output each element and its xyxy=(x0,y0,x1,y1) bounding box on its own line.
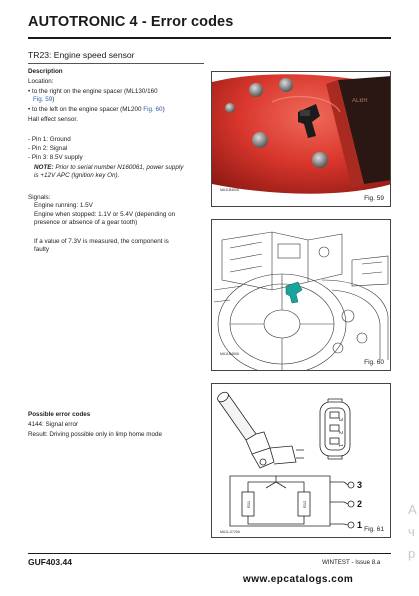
faulty-note: If a value of 7.3V is measured, the component is faulty xyxy=(34,238,169,254)
terminal-2-label: 2 xyxy=(357,499,363,509)
signal-stopped: Engine when stopped: 1.1V or 5.4V (depending on presence or absence of a gear tooth) xyxy=(34,211,176,227)
error-result: Result: Driving possible only in limp home mode xyxy=(28,431,163,438)
location-bullet-1: • to the right on the engine spacer (ML130/160 Fig. 59) xyxy=(28,88,158,104)
pin-2: - Pin 2: Signal xyxy=(28,145,68,152)
figure-59 xyxy=(211,71,391,207)
document-code: GUF403.44 xyxy=(28,557,72,567)
serial-note: NOTE: Prior to serial number N160061, power supply is +12V APC (Ignition key On). xyxy=(34,164,184,180)
pin-1: - Pin 1: Ground xyxy=(28,136,71,143)
terminal-1-label: 1 xyxy=(357,520,363,530)
fig-61-label: Fig. 61 xyxy=(364,526,384,533)
connector-pin-2: 2 xyxy=(337,431,343,435)
signals-heading: Signals: xyxy=(28,194,51,201)
sensor-type: Hall effect sensor. xyxy=(28,116,78,123)
bullet-icon: • xyxy=(28,106,31,113)
svg-text:ALBR: ALBR xyxy=(352,98,368,104)
issue-label: WINTEST - Issue 8.a xyxy=(322,559,381,566)
fig-59-link[interactable]: Fig. 59 xyxy=(33,96,53,104)
fig-60-code: MA11B4506 xyxy=(220,352,240,356)
error-codes-heading: Possible error codes xyxy=(28,411,91,418)
bullet-1-text: to the right on the engine spacer (ML130/160 xyxy=(31,88,158,95)
terminal-3-label: 3 xyxy=(357,480,363,490)
fig-59-label: Fig. 59 xyxy=(364,195,384,202)
engine-spacer-drawing xyxy=(212,220,391,371)
resistor-right-label: R12 xyxy=(302,500,307,508)
connector-pin-3: 3 xyxy=(337,418,343,422)
adjacent-page-glyph: ч xyxy=(408,524,415,539)
section-divider xyxy=(28,63,204,64)
figure-61 xyxy=(211,383,391,538)
figure-60 xyxy=(211,219,391,371)
connector-pin-1: 1 xyxy=(337,444,343,448)
fig-59-code: MA11B4505 xyxy=(220,188,240,192)
fig-60-label: Fig. 60 xyxy=(364,359,384,366)
fig-60-link[interactable]: Fig. 60 xyxy=(143,106,163,113)
error-code: 4144: Signal error xyxy=(28,421,79,428)
adjacent-page-glyph: A xyxy=(408,502,417,517)
bullet-icon: • xyxy=(28,88,31,95)
bullet-2-text: to the left on the engine spacer (ML200 xyxy=(31,106,142,113)
engine-spacer-photo xyxy=(212,72,391,207)
fig-61-code: MA11-07206 xyxy=(220,530,240,534)
location-label: Location: xyxy=(28,78,54,85)
watermark-url[interactable]: www.epcatalogs.com xyxy=(243,574,354,585)
page-title: AUTOTRONIC 4 - Error codes xyxy=(28,14,234,30)
adjacent-page-glyph: р xyxy=(408,546,416,561)
location-bullet-2: • to the left on the engine spacer (ML200 Fig. 60) xyxy=(28,106,165,113)
section-title: TR23: Engine speed sensor xyxy=(28,50,135,60)
description-heading: Description xyxy=(28,68,63,75)
note-label: NOTE: xyxy=(34,164,54,171)
pin-3: - Pin 3: 8.5V supply xyxy=(28,154,83,161)
sensor-wiring-diagram xyxy=(212,384,391,538)
header-divider xyxy=(28,37,391,39)
resistor-left-label: R11 xyxy=(246,500,251,508)
signal-running: Engine running: 1.5V xyxy=(34,202,93,209)
footer-divider xyxy=(28,553,391,554)
